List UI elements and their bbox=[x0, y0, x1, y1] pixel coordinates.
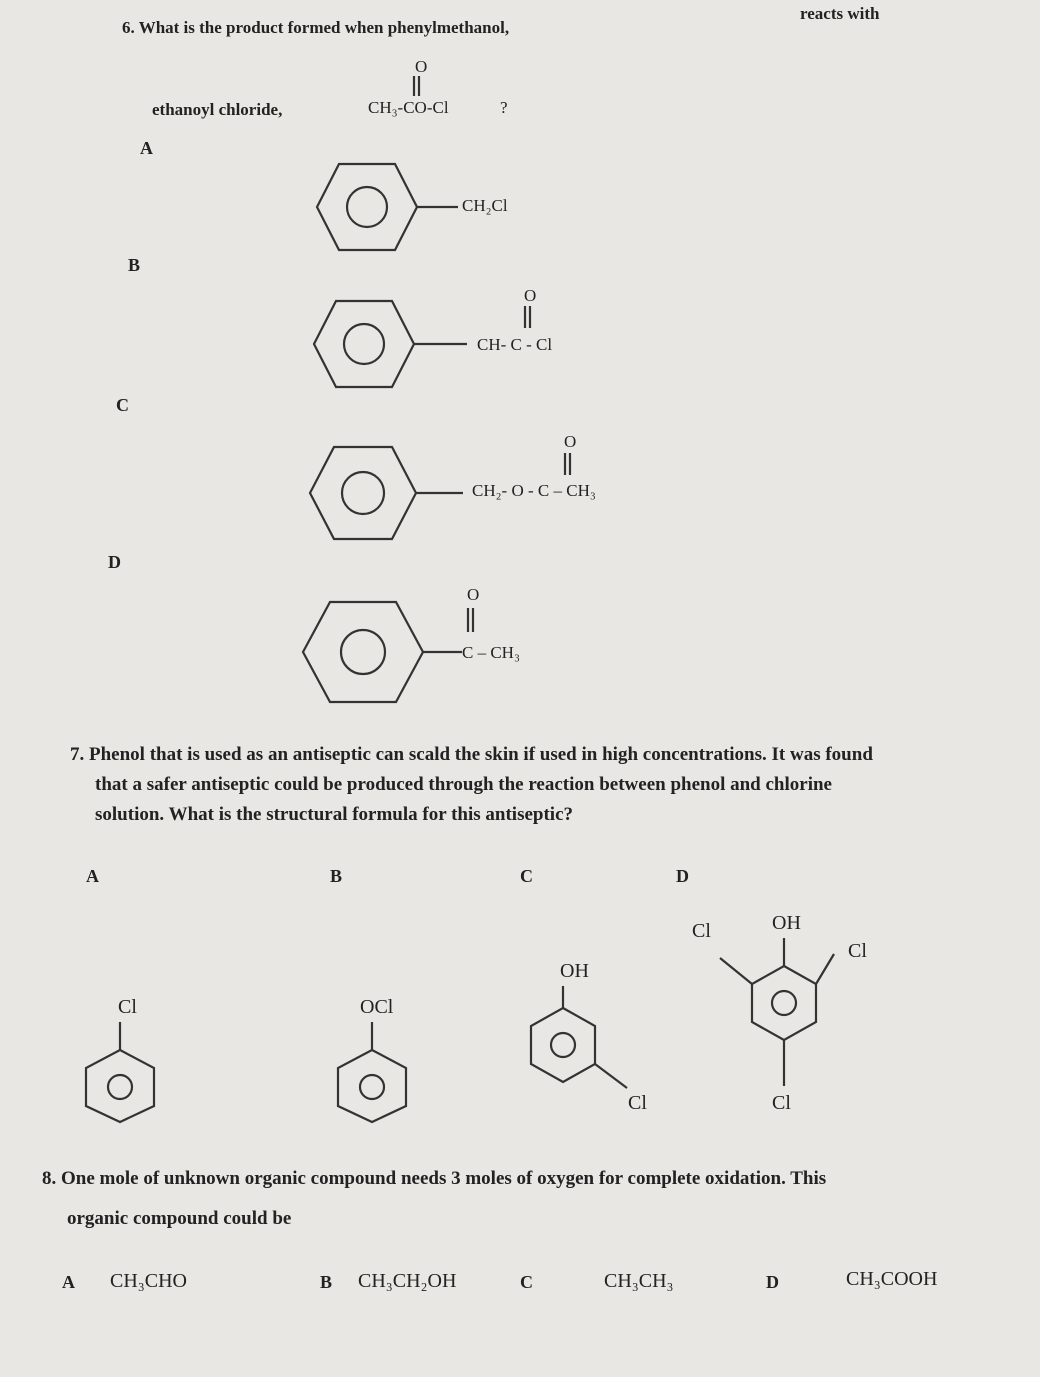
q7-option-letter-d: D bbox=[676, 866, 689, 886]
q8-option-letter-a: A bbox=[62, 1272, 75, 1292]
q6-option-b-o: O bbox=[524, 286, 537, 305]
q8-option-c-formula[interactable]: CH₃CH₃ bbox=[604, 1270, 674, 1292]
q8-option-letter-c: C bbox=[520, 1272, 533, 1292]
q7-stem-line-3: solution. What is the structural formula for this antiseptic? bbox=[95, 804, 573, 825]
q7-option-d-cl-left: Cl bbox=[692, 920, 711, 942]
q7-option-b-ocl: OCl bbox=[360, 996, 394, 1018]
q6-option-c-o: O bbox=[564, 432, 577, 451]
q6-question-mark: ? bbox=[500, 98, 508, 117]
q8-option-letter-b: B bbox=[320, 1272, 333, 1292]
q6-reagent-double-bond bbox=[410, 74, 422, 98]
q6-option-d-group: C – CH₃ bbox=[462, 643, 520, 662]
q7-option-a-structure[interactable] bbox=[82, 1020, 158, 1124]
q7-option-d-cl-bottom: Cl bbox=[772, 1092, 791, 1114]
q7-stem-line-2: that a safer antiseptic could be produced through the reaction between phenol and chlorine bbox=[95, 774, 832, 795]
q7-option-d-cl-right: Cl bbox=[848, 940, 867, 962]
q7-option-d-oh: OH bbox=[772, 912, 801, 934]
q6-option-d-double-bond bbox=[464, 606, 476, 634]
q6-option-d-structure[interactable] bbox=[296, 598, 466, 708]
q6-stem: 6. What is the product formed when phenylmethanol, bbox=[122, 18, 510, 37]
q8-option-a-formula[interactable]: CH₃CHO bbox=[110, 1270, 187, 1292]
q8-option-d-formula[interactable]: CH₃COOH bbox=[846, 1268, 938, 1290]
q8-option-b-formula[interactable]: CH₃CH₂OH bbox=[358, 1270, 457, 1292]
q6-option-letter-c: C bbox=[116, 395, 129, 415]
q6-stem-right: reacts with bbox=[800, 4, 880, 23]
q6-reagent-formula: CH₃-CO-Cl bbox=[368, 98, 449, 117]
q8-stem-line-2: organic compound could be bbox=[67, 1208, 292, 1229]
q6-option-c-structure[interactable] bbox=[303, 443, 468, 543]
q6-option-letter-b: B bbox=[128, 255, 141, 275]
q7-option-d-structure[interactable] bbox=[710, 936, 840, 1092]
q6-option-b-double-bond bbox=[521, 304, 533, 330]
q7-option-c-cl: Cl bbox=[628, 1092, 647, 1114]
q6-option-c-group: CH₂- O - C – CH₃ bbox=[472, 481, 596, 500]
q8-option-letter-d: D bbox=[766, 1272, 779, 1292]
q6-reagent-label: ethanoyl chloride, bbox=[152, 100, 283, 119]
q7-option-letter-c: C bbox=[520, 866, 533, 886]
q6-option-c-double-bond bbox=[561, 451, 573, 477]
q6-option-d-o: O bbox=[467, 585, 480, 604]
q6-option-b-structure[interactable] bbox=[307, 297, 472, 392]
q6-reagent-o: O bbox=[415, 57, 428, 76]
q6-option-a-structure[interactable] bbox=[310, 160, 460, 255]
q6-option-letter-d: D bbox=[108, 552, 121, 572]
q7-option-c-structure[interactable] bbox=[527, 984, 637, 1099]
q6-option-a-group: CH₂Cl bbox=[462, 196, 508, 215]
q7-option-letter-b: B bbox=[330, 866, 343, 886]
q6-option-b-group: CH- C - Cl bbox=[477, 335, 553, 354]
q7-option-c-oh: OH bbox=[560, 960, 589, 982]
q7-option-letter-a: A bbox=[86, 866, 99, 886]
q8-stem-line-1: 8. One mole of unknown organic compound needs 3 moles of oxygen for complete oxidation. This bbox=[42, 1168, 827, 1189]
q6-option-letter-a: A bbox=[140, 138, 153, 158]
q7-stem-line-1: 7. Phenol that is used as an antiseptic can scald the skin if used in high concentrations. It was found bbox=[70, 744, 873, 765]
q7-option-a-cl: Cl bbox=[118, 996, 137, 1018]
q7-option-b-structure[interactable] bbox=[334, 1022, 410, 1124]
